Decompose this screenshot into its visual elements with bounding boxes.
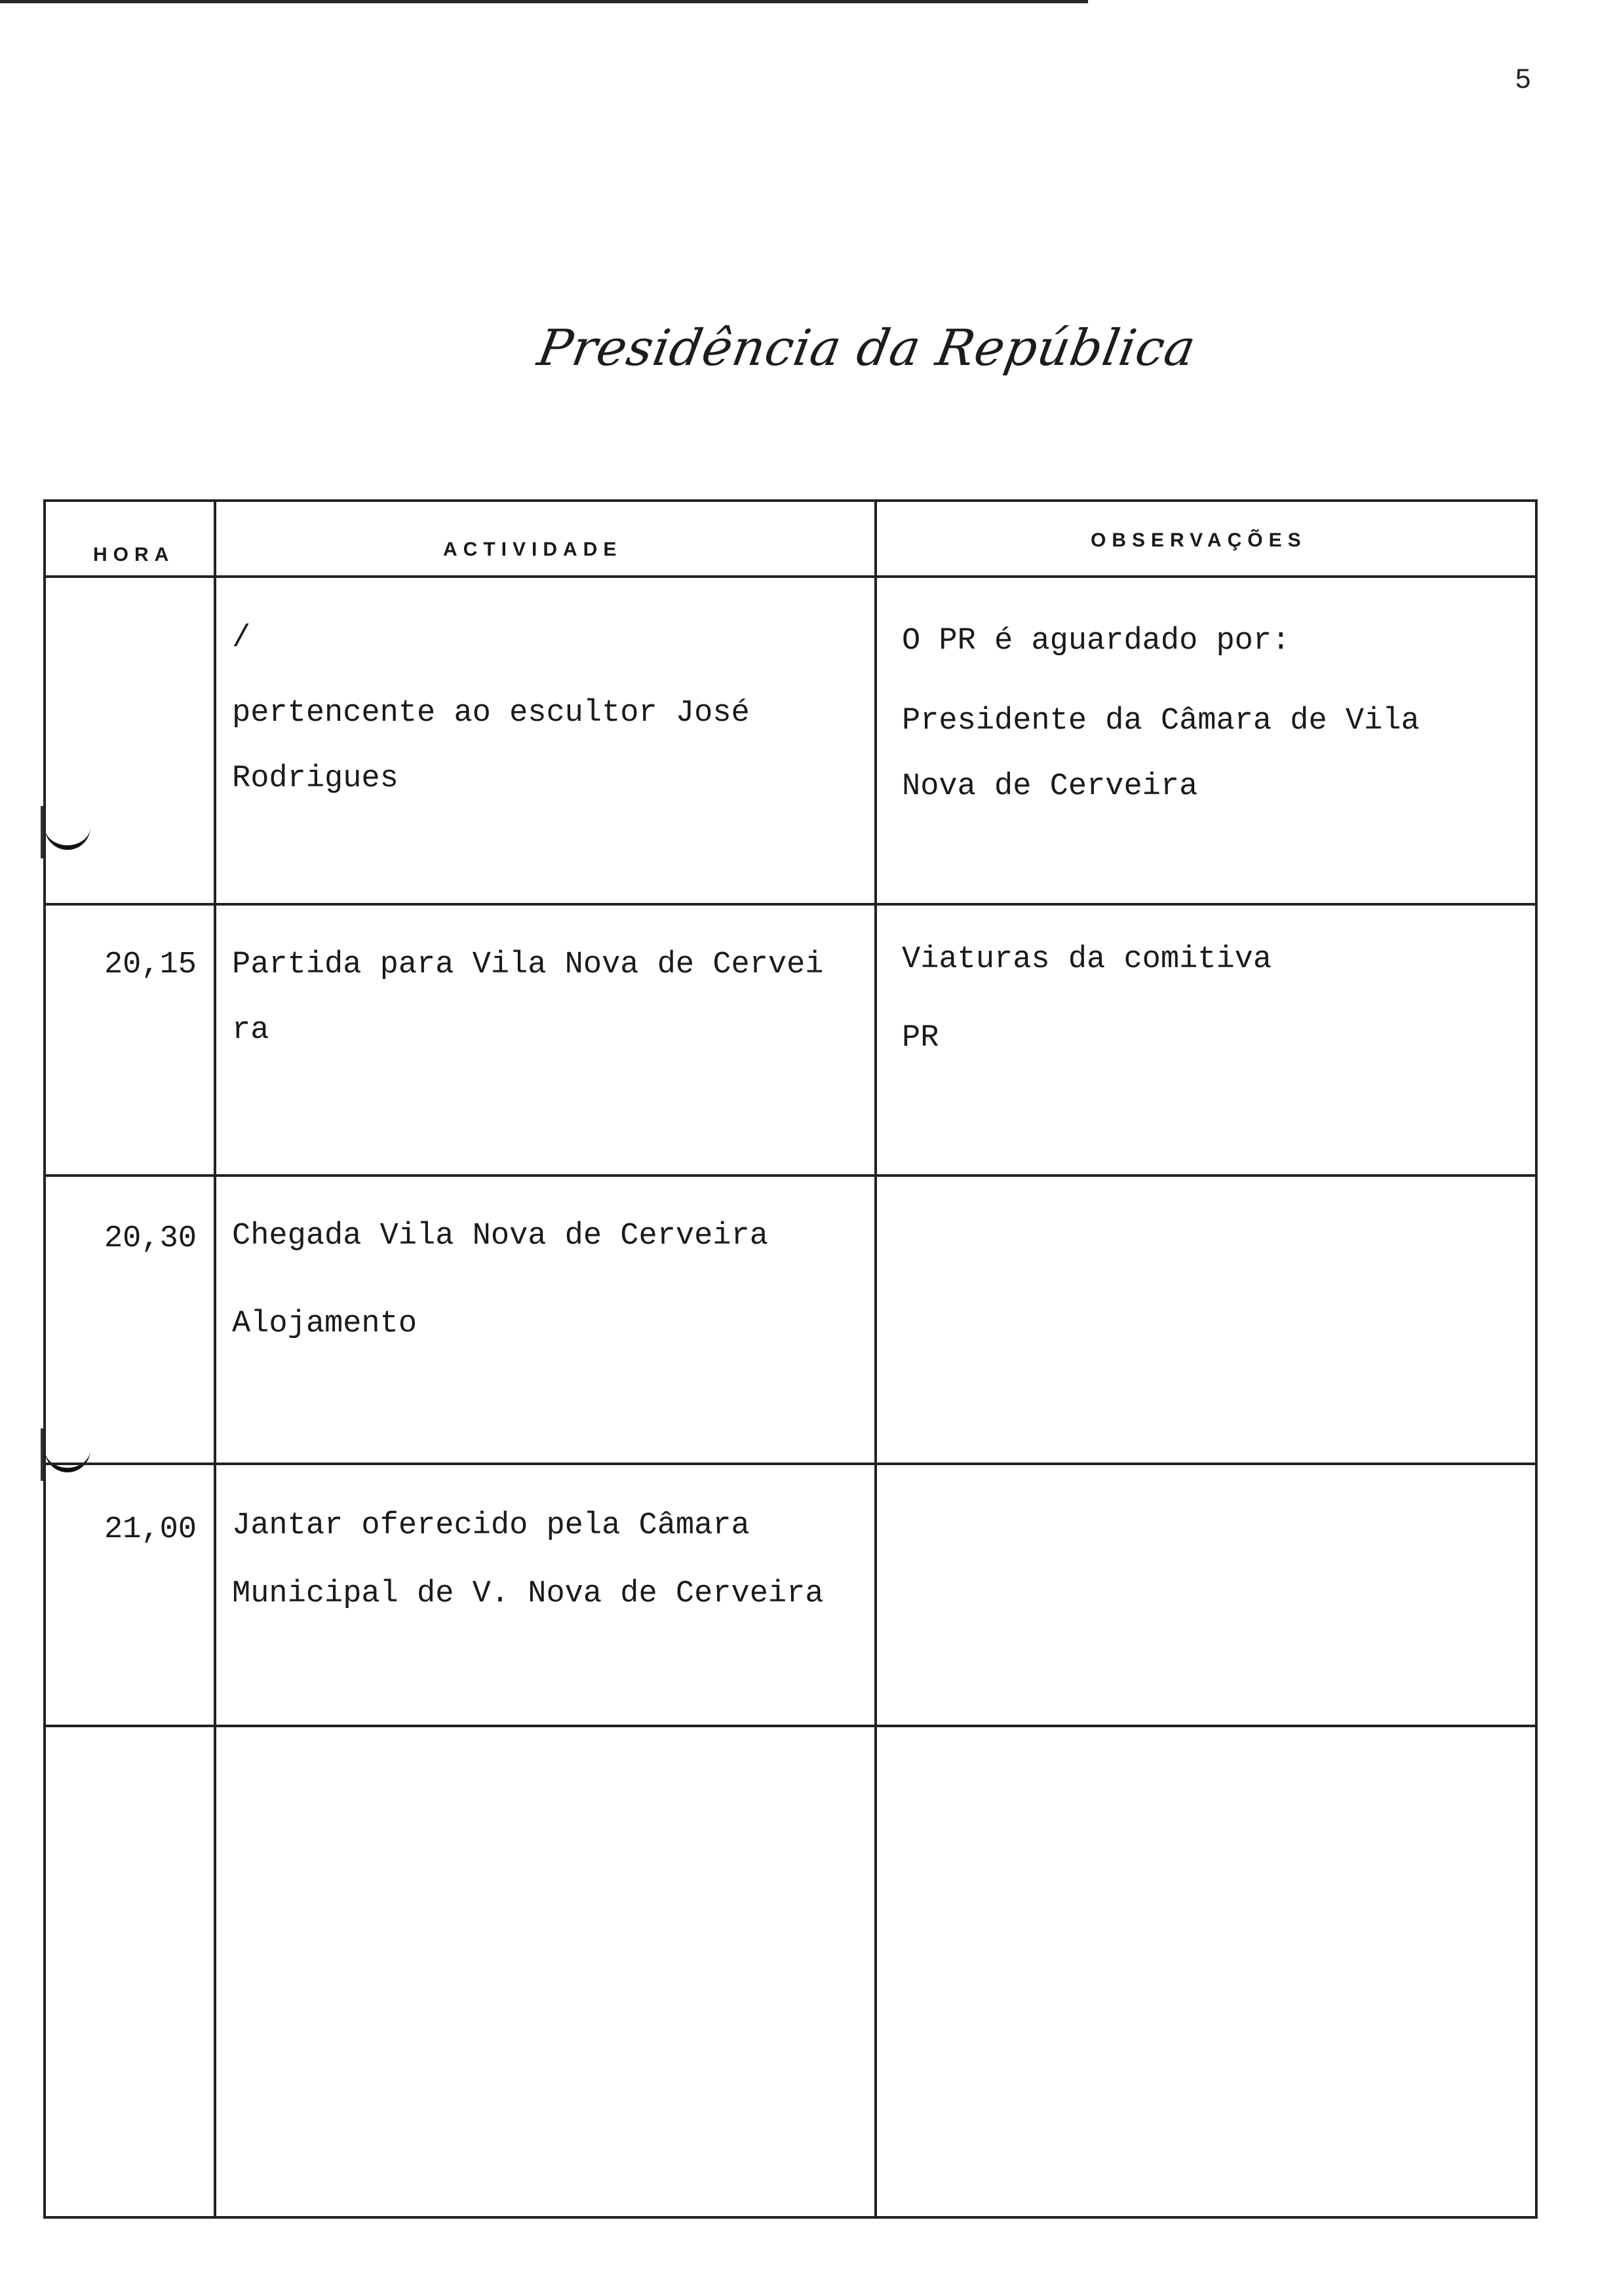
row3-actividade-line1: Chegada Vila Nova de Cerveira [232, 1219, 768, 1253]
row3-hora: 20,30 [104, 1221, 197, 1256]
row1-observacoes-line1: O PR é aguardado por: [902, 624, 1291, 659]
row1-actividade-line3: Rodrigues [232, 761, 399, 796]
row-divider [46, 1725, 1535, 1727]
header-observacoes: OBSERVAÇÕES [1091, 529, 1307, 551]
header-hora: HORA [93, 544, 175, 565]
row4-hora: 21,00 [104, 1512, 197, 1547]
column-divider [874, 502, 877, 2216]
row2-actividade-line1: Partida para Vila Nova de Cervei [232, 947, 824, 982]
row2-actividade-line2: ra [232, 1013, 269, 1048]
row1-observacoes-line2: Presidente da Câmara de Vila [902, 704, 1420, 738]
row-divider [46, 903, 1535, 906]
top-rule [0, 0, 1088, 3]
row2-hora: 20,15 [104, 947, 197, 982]
header-divider [46, 575, 1535, 578]
row4-actividade-line2: Municipal de V. Nova de Cerveira [232, 1577, 824, 1611]
row1-actividade-line1: / [232, 621, 251, 656]
row4-actividade-line1: Jantar oferecido pela Câmara [232, 1508, 750, 1543]
row1-observacoes-line3: Nova de Cerveira [902, 769, 1198, 804]
schedule-table [43, 499, 1538, 2219]
row2-observacoes-line2: PR [902, 1021, 939, 1056]
column-divider [214, 502, 216, 2216]
row3-actividade-line2: Alojamento [232, 1307, 418, 1341]
letterhead: Presidência da República [534, 318, 1201, 377]
header-actividade: ACTIVIDADE [443, 539, 623, 560]
row-divider [46, 1174, 1535, 1177]
page-number: 5 [1515, 63, 1531, 94]
row2-observacoes-line1: Viaturas da comitiva [902, 942, 1272, 977]
row1-actividade-line2: pertencente ao escultor José [232, 696, 750, 731]
row-divider [46, 1463, 1535, 1465]
